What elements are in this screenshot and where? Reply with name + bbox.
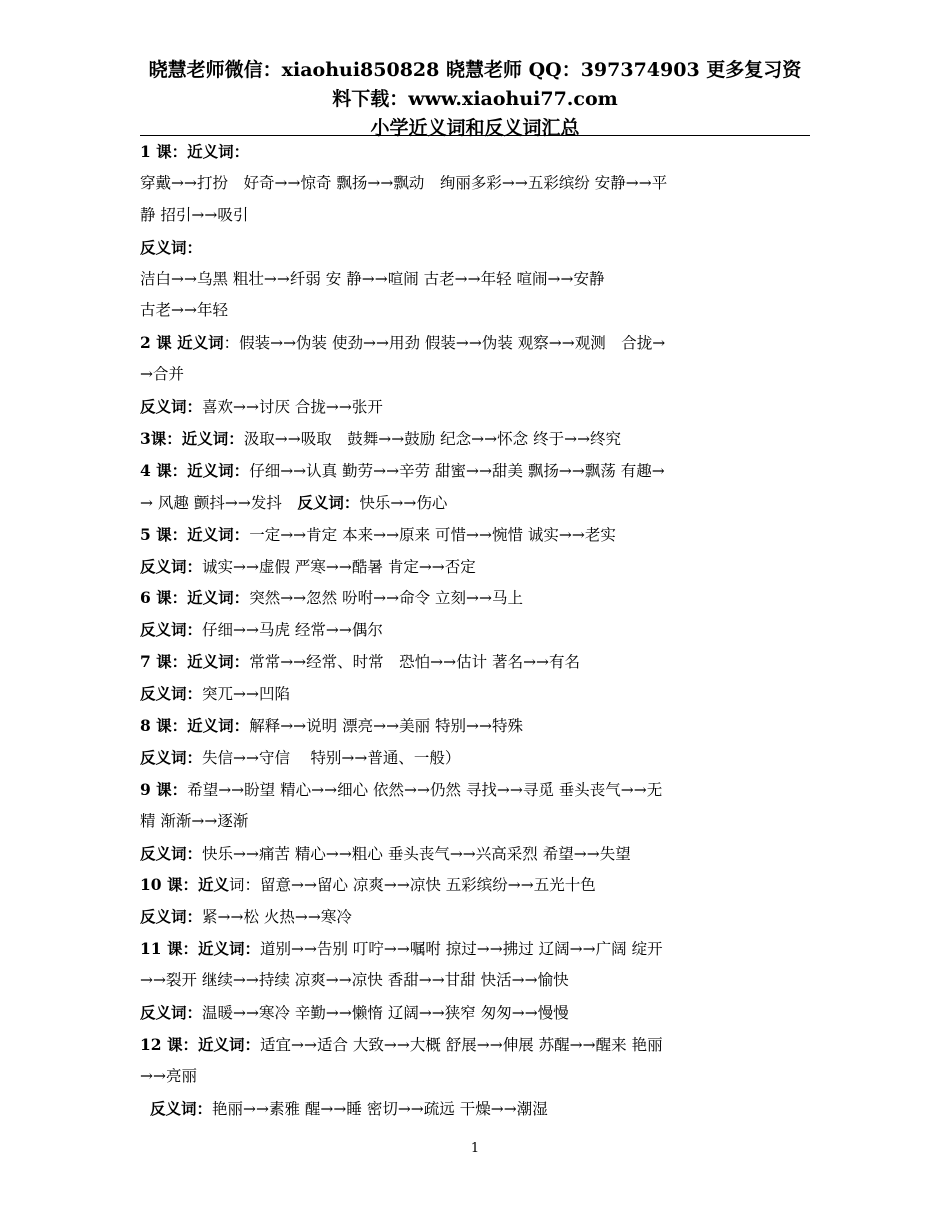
text-line	[140, 519, 812, 551]
word-pairs: 洁白→→乌黑 粗壮→→纤弱 安 静→→喧闹 古老→→年轻 喧闹→→安静	[140, 269, 605, 288]
word-pairs: 紧→→松 火热→→寒冷	[202, 908, 352, 927]
word-pairs: 精 渐渐→→逐渐	[140, 811, 249, 830]
text-line	[140, 423, 812, 455]
section-label: 7 课：近义词：	[140, 652, 250, 672]
text-line	[140, 806, 812, 838]
page-header	[140, 56, 810, 143]
section-label: 1 课：近义词：	[140, 142, 250, 161]
text-line	[140, 1093, 812, 1125]
word-pairs: 穿戴→→打扮 好奇→→惊奇 飘扬→→飘动 绚丽多彩→→五彩缤纷 安静→→平	[140, 173, 668, 192]
section-label: 8 课：近义词：	[140, 716, 250, 736]
section-label: 反义词：	[140, 747, 203, 767]
word-pairs: 仔细→→认真 勤劳→→辛劳 甜蜜→→甜美 飘扬→→飘荡 有趣→	[249, 461, 665, 480]
text-line	[140, 838, 812, 870]
text-line	[140, 1061, 812, 1093]
word-pairs: → 风趣 颤抖→→发抖	[140, 493, 298, 512]
word-pairs: 适宜→→适合 大致→→大概 舒展→→伸展 苏醒→→醒来 艳丽	[259, 1035, 663, 1054]
text-line	[140, 614, 812, 646]
section-label: 6 课：近义词：	[140, 588, 250, 608]
document-title: 小学近义词和反义词汇总	[370, 117, 580, 139]
word-pairs: 词：留意→→留心 凉爽→→凉快 五彩缤纷→→五光十色	[228, 876, 596, 895]
section-label: 反义词：	[140, 620, 203, 640]
section-label: 反义词：	[140, 843, 203, 863]
word-pairs: ：假装→→伪装 使劲→→用劲 假装→→伪装 观察→→观测 合拢→	[223, 334, 666, 353]
header-contact-line: 晓慧老师微信：xiaohui850828 晓慧老师 QQ：397374903 更多复习资	[148, 59, 802, 81]
text-line	[140, 742, 812, 774]
text-line	[140, 646, 812, 678]
word-pairs: 静 招引→→吸引	[140, 205, 249, 224]
section-label: 反义词：	[297, 492, 360, 512]
word-pairs: →合并	[140, 365, 184, 384]
text-line	[140, 933, 812, 965]
section-label: 3课：近义词：	[140, 429, 244, 449]
text-line	[140, 487, 812, 519]
word-pairs: 汲取→→吸取 鼓舞→→鼓励 纪念→→怀念 终于→→终究	[243, 430, 622, 449]
word-pairs: 温暖→→寒冷 辛勤→→懒惰 辽阔→→狭窄 匆匆→→慢慢	[202, 1004, 569, 1023]
section-label: 10 课：近义	[140, 875, 229, 895]
header-download-line: 料下载：www.xiaohui77.com	[332, 88, 618, 110]
word-pairs: 古老→→年轻	[140, 301, 228, 320]
text-line	[140, 264, 812, 296]
section-label: 反义词：	[140, 397, 203, 417]
text-line	[140, 551, 812, 583]
text-line	[140, 136, 812, 168]
text-line	[140, 869, 812, 901]
section-label: 反义词：	[140, 1003, 203, 1023]
section-label: 4 课：近义词：	[140, 460, 250, 480]
text-line	[140, 359, 812, 391]
word-pairs: →→裂开 继续→→持续 凉爽→→凉快 香甜→→甘甜 快活→→愉快	[140, 971, 569, 990]
document-body	[140, 136, 812, 1125]
text-line	[140, 232, 812, 264]
text-line	[140, 774, 812, 806]
word-pairs: 解释→→说明 漂亮→→美丽 特别→→特殊	[249, 717, 523, 736]
word-pairs: 突然→→忽然 吩咐→→命令 立刻→→马上	[249, 589, 523, 608]
text-line	[140, 200, 812, 232]
text-line	[140, 1029, 812, 1061]
section-label: 反义词：	[140, 237, 203, 257]
section-label: 反义词：	[150, 1098, 213, 1118]
text-line	[140, 455, 812, 487]
text-line	[140, 965, 812, 997]
text-line	[140, 997, 812, 1029]
section-label: 9 课：	[140, 779, 188, 799]
text-line	[140, 582, 812, 614]
text-line	[140, 901, 812, 933]
section-label: 12 课：近义词：	[140, 1034, 260, 1054]
section-label: 2 课 近义词	[140, 333, 224, 353]
word-pairs: →→亮丽	[140, 1066, 197, 1085]
text-line	[140, 168, 812, 200]
section-label: 反义词：	[140, 907, 203, 927]
word-pairs: 失信→→守信 特别→→普通、一般）	[202, 748, 461, 767]
page-number: 1	[470, 1141, 480, 1156]
word-pairs: 诚实→→虚假 严寒→→酷暑 肯定→→否定	[202, 557, 476, 576]
section-label: 5 课：近义词：	[140, 524, 250, 544]
text-line	[140, 710, 812, 742]
word-pairs: 突兀→→凹陷	[202, 685, 290, 704]
section-label: 反义词：	[140, 556, 203, 576]
text-line	[140, 391, 812, 423]
word-pairs: 希望→→盼望 精心→→细心 依然→→仍然 寻找→→寻觅 垂头丧气→→无	[187, 780, 663, 799]
word-pairs: 艳丽→→素雅 醒→→睡 密切→→疏远 干燥→→潮湿	[212, 1099, 548, 1118]
word-pairs: 常常→→经常、时常 恐怕→→估计 著名→→有名	[249, 653, 581, 672]
word-pairs: 一定→→肯定 本来→→原来 可惜→→惋惜 诚实→→老实	[249, 525, 616, 544]
word-pairs: 喜欢→→讨厌 合拢→→张开	[202, 398, 383, 417]
word-pairs: 道别→→告别 叮咛→→嘱咐 掠过→→拂过 辽阔→→广阔 绽开	[259, 940, 663, 959]
word-pairs: 快乐→→伤心	[359, 493, 448, 512]
text-line	[140, 327, 812, 359]
text-line	[140, 295, 812, 327]
section-label: 11 课：近义词：	[140, 939, 260, 959]
section-label: 反义词：	[140, 684, 203, 704]
text-line	[140, 678, 812, 710]
word-pairs: 快乐→→痛苦 精心→→粗心 垂头丧气→→兴高采烈 希望→→失望	[202, 844, 631, 863]
word-pairs: 仔细→→马虎 经常→→偶尔	[202, 621, 383, 640]
